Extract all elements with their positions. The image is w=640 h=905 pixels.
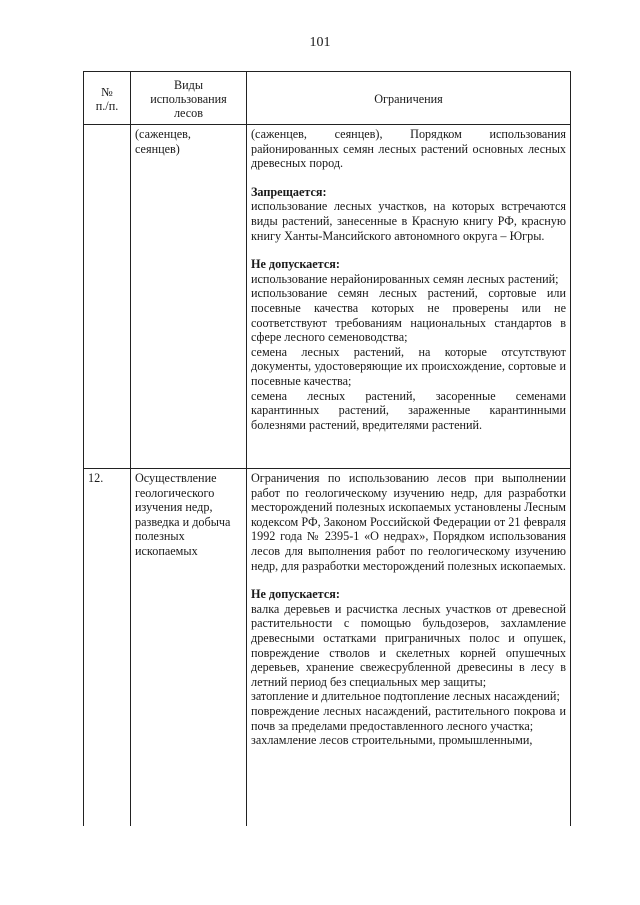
table-row [84,125,571,469]
restriction-paragraph: семена лесных растений, засоренные семенами карантинных растений, зараженные карантинными болезнями растений, вредителями растений. [251,388,566,432]
header-restrictions-label: Ограничения [374,92,443,106]
row-number: 12. [84,469,131,827]
row-restrictions [247,469,571,827]
header-number [84,72,131,125]
restriction-paragraph: (саженцев, сеянцев), Порядком использования районированных семян лесных растений основных лесных древесных пород. [251,127,566,171]
header-restrictions [247,72,571,125]
restriction-paragraph: использование нерайонированных семян лесных растений; [251,271,559,286]
page-number: 101 [309,35,331,50]
restriction-paragraph: захламление лесов строительными, промышленными, [251,733,533,748]
forest-use-type-text: Осуществление геологического изучения недр, разведка и добыча полезных ископаемых [135,471,231,558]
row-forest-use-type [131,469,247,827]
restriction-paragraph: использование лесных участков, на которых встречаются виды растений, занесенные в Красную книгу РФ, красную книгу Ханты-Мансийского автономного округа – Югры. [251,199,566,243]
row-forest-use-type [131,125,247,469]
table-row [84,469,571,827]
restriction-paragraph: повреждение лесных насаждений, растительного покрова и почв за пределами предоставленного лесного участка; [251,703,566,733]
table-header-row [84,72,571,125]
header-forest-use-type [131,72,247,125]
restriction-paragraph: использование семян лесных растений, сортовые или посевные качества которых не проверены или не соответствуют требованиям национальных стандартов в сфере лесного семеноводства; [251,286,566,345]
restriction-heading-not-allowed: Не допускается: [251,587,340,602]
restriction-heading-not-allowed: Не допускается: [251,257,340,272]
restrictions-table [83,71,571,826]
row-number [84,125,131,469]
row-restrictions [247,125,571,469]
restriction-heading-prohibited: Запрещается: [251,184,327,199]
restriction-paragraph: Ограничения по использованию лесов при выполнении работ по геологическому изучению недр, для разработки месторождений полезных ископаемых установлены Лесным кодексом РФ, Законом Российской Федерации от 21 февраля 1992 года № 2395-1 «О недрах», Порядком использования лесов для выполнения работ по геологическому изучению недр, для разработки месторождений полезных ископаемых. [251,471,566,573]
header-forest-use-type-label: Виды использования лесов [150,78,227,120]
forest-use-type-text: (саженцев, сеянцев) [135,127,191,156]
restriction-paragraph: валка деревьев и расчистка лесных участков от древесной растительности с помощью бульдозеров, захламление древесными остатками приграничных полос и опушек, повреждение стволов и скелетных корней опушечных деревьев, хранение свежесрубленной древесины в лесу в летний период без специальных мер защиты; [251,601,566,689]
restriction-paragraph: семена лесных растений, на которые отсутствуют документы, удостоверяющие их происхождение, сортовые и посевные качества; [251,344,566,388]
header-number-label: № п./п. [95,85,119,113]
restriction-paragraph: затопление и длительное подтопление лесных насаждений; [251,689,560,704]
